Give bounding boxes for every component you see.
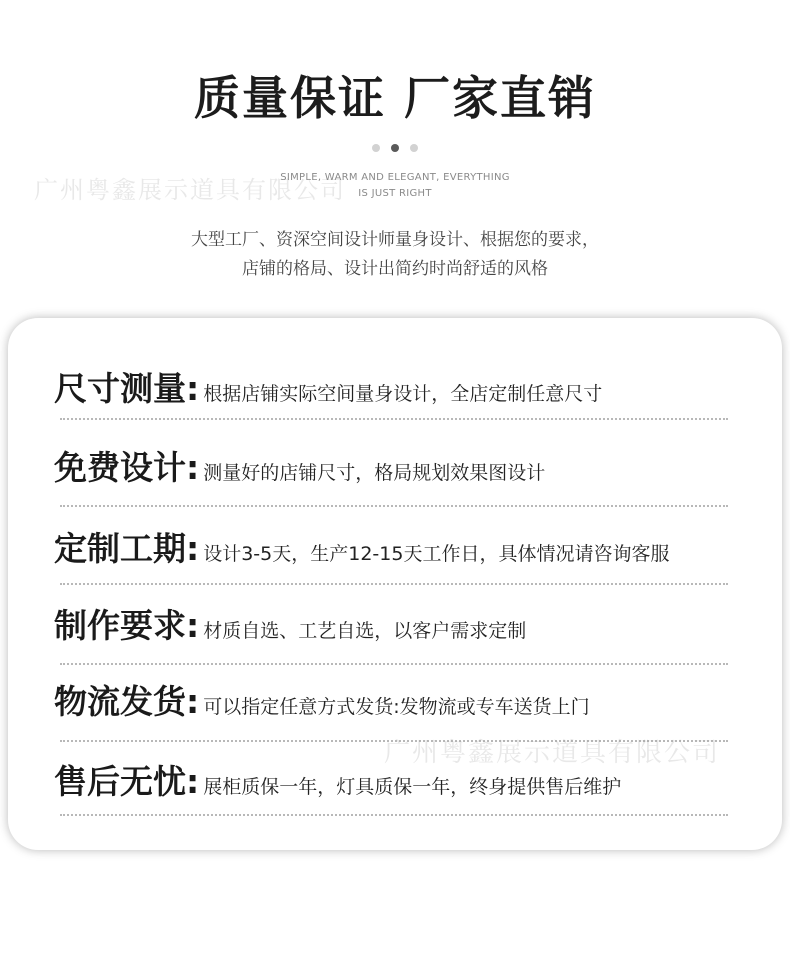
english-tagline [270, 170, 520, 202]
feature-row [54, 367, 744, 416]
feature-description: 设计3-5天，生产12-15天工作日，具体情况请咨询客服 [203, 543, 670, 565]
dotted-divider [60, 418, 728, 420]
watermark-text: 广州粤鑫展示道具有限公司 [384, 738, 721, 768]
dotted-divider [60, 583, 728, 585]
tagline-line-1: SIMPLE, WARM AND ELEGANT, EVERYTHING [280, 172, 510, 183]
dot-indicator-active [391, 144, 399, 152]
feature-label: 尺寸测量: [54, 369, 200, 408]
feature-row [54, 446, 744, 495]
tagline-line-2: IS JUST RIGHT [358, 188, 432, 199]
feature-description: 根据店铺实际空间量身设计，全店定制任意尺寸 [203, 383, 603, 405]
dot-indicator [372, 144, 380, 152]
watermark-text: 广州粤鑫展示道具有限公司 [34, 176, 346, 204]
dotted-divider [60, 505, 728, 507]
feature-description: 展柜质保一年，灯具质保一年，终身提供售后维护 [203, 776, 622, 798]
feature-label: 免费设计: [54, 448, 200, 487]
intro-line-2: 店铺的格局、设计出简约时尚舒适的风格 [242, 259, 548, 279]
feature-row [54, 527, 744, 576]
feature-row [54, 604, 744, 653]
dot-indicator [410, 144, 418, 152]
feature-label: 售后无忧: [54, 762, 200, 801]
page-title: 质量保证 厂家直销 [193, 71, 596, 125]
intro-text [0, 226, 790, 284]
feature-label: 制作要求: [54, 606, 200, 645]
feature-description: 材质自选、工艺自选，以客户需求定制 [203, 620, 527, 642]
dotted-divider [60, 814, 728, 816]
carousel-dots [0, 144, 790, 152]
intro-line-1: 大型工厂、资深空间设计师量身设计、根据您的要求， [191, 230, 599, 250]
feature-label: 定制工期: [54, 529, 200, 568]
feature-description: 可以指定任意方式发货:发物流或专车送货上门 [203, 696, 590, 718]
feature-description: 测量好的店铺尺寸，格局规划效果图设计 [203, 462, 546, 484]
feature-card [8, 318, 782, 850]
feature-label: 物流发货: [54, 682, 200, 721]
dotted-divider [60, 663, 728, 665]
feature-row [54, 680, 744, 729]
